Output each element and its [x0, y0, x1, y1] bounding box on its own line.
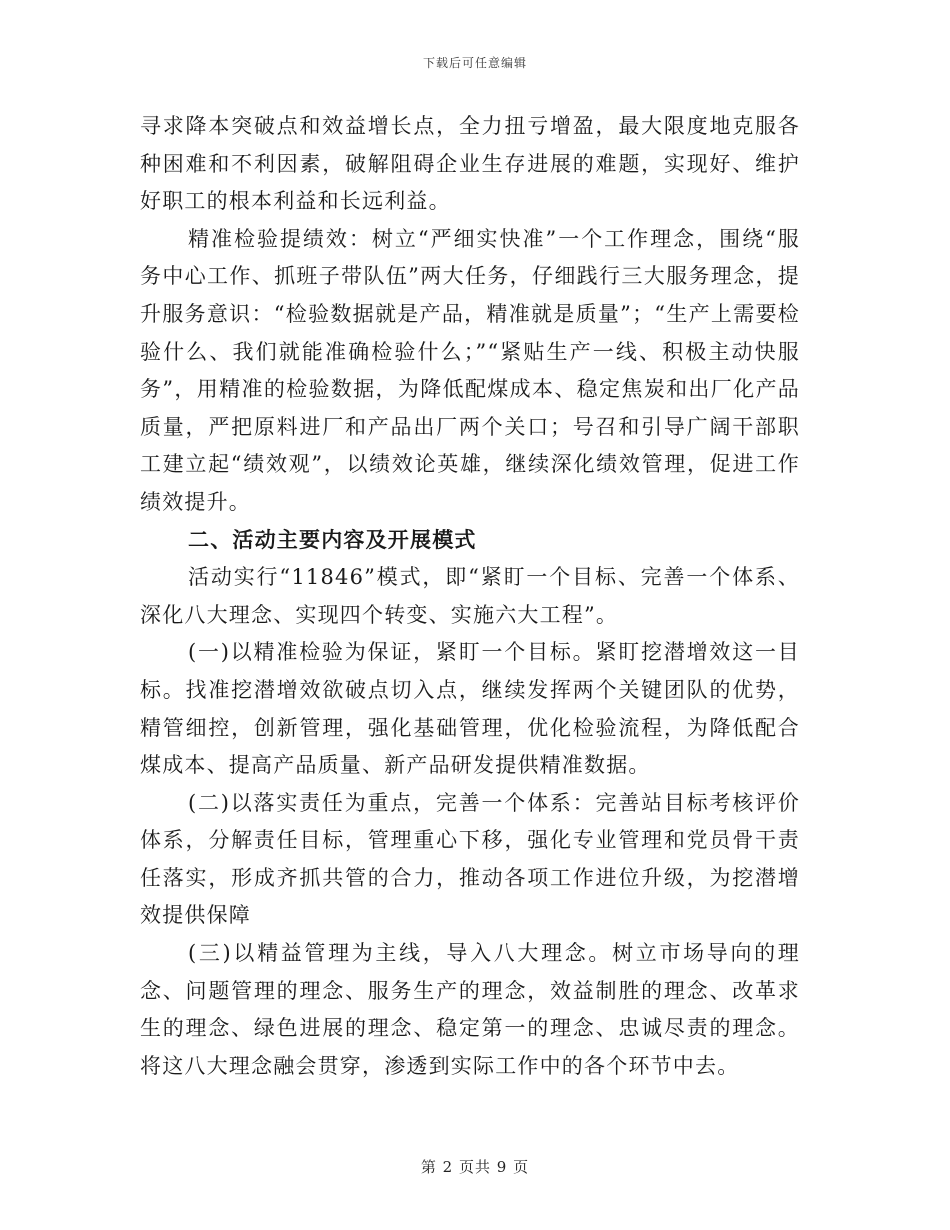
- paragraph-item-3: (三)以精益管理为主线，导入八大理念。树立市场导向的理念、问题管理的理念、服务生产的理念，效益制胜的理念、改革求生的理念、绿色进展的理念、稳定第一的理念、忠诚尽责的理念。将这八大理念融会贯穿，渗透到实际工作中的各个环节中去。: [140, 941, 800, 1078]
- paragraph-continuation: 寻求降本突破点和效益增长点，全力扭亏增盈，最大限度地克服各种困难和不利因素，破解阻碍企业生存进展的难题，实现好、维护好职工的根本利益和长远利益。: [140, 114, 800, 214]
- paragraph-precise-inspection: 精准检验提绩效：树立“严细实快准”一个工作理念，围绕“服务中心工作、抓班子带队伍”两大任务，仔细践行三大服务理念，提升服务意识：“检验数据就是产品，精准就是质量”；“生产上需要检验什么、我们就能准确检验什么；”“紧贴生产一线、积极主动快服务”，用精准的检验数据，为降低配煤成本、稳定焦炭和出厂化产品质量，严把原料进厂和产品出厂两个关口；号召和引导广阔干部职工建立起“绩效观”，以绩效论英雄，继续深化绩效管理，促进工作绩效提升。: [140, 226, 800, 514]
- paragraph-11846-mode: 活动实行“11846”模式，即“紧盯一个目标、完善一个体系、深化八大理念、实现四个转变、实施六大工程”。: [140, 565, 800, 627]
- paragraph-item-2: (二)以落实责任为重点，完善一个体系：完善站目标考核评价体系，分解责任目标，管理重心下移，强化专业管理和党员骨干责任落实，形成齐抓共管的合力，推动各项工作进位升级，为挖潜增效提供保障: [140, 790, 800, 928]
- section-heading: 二、活动主要内容及开展模式: [188, 527, 477, 552]
- page-number: 第 2 页共 9 页: [420, 1158, 530, 1176]
- page-header-note: 下载后可任意编辑: [422, 56, 527, 70]
- paragraph-item-1: (一)以精准检验为保证，紧盯一个目标。紧盯挖潜增效这一目标。找准挖潜增效欲破点切入点，继续发挥两个关键团队的优势，精管细控，创新管理，强化基础管理，优化检验流程，为降低配合煤成本、提高产品质量、新产品研发提供精准数据。: [140, 640, 800, 778]
- document-body: [140, 108, 800, 1085]
